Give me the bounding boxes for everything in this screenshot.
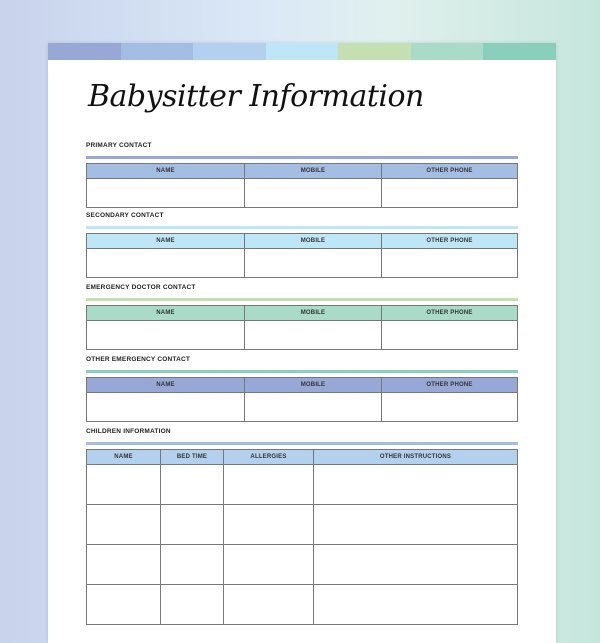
section-rule	[86, 156, 518, 159]
mobile-cell[interactable]	[245, 321, 382, 350]
strip-segment	[411, 43, 484, 60]
strip-segment	[48, 43, 121, 60]
name-cell[interactable]	[87, 249, 245, 278]
name-cell[interactable]	[87, 179, 245, 208]
cell[interactable]	[314, 465, 518, 505]
other-phone-cell[interactable]	[382, 321, 518, 350]
table-row	[87, 321, 518, 350]
table-row	[87, 505, 518, 545]
column-header: MOBILE	[245, 234, 382, 249]
other-phone-cell[interactable]	[382, 179, 518, 208]
cell[interactable]	[161, 585, 224, 625]
mobile-cell[interactable]	[245, 179, 382, 208]
section-rule	[86, 370, 518, 373]
section-label: CHILDREN INFORMATION	[86, 428, 171, 435]
secondary-contact-section	[86, 212, 518, 278]
column-header: OTHER PHONE	[382, 164, 518, 179]
other-phone-cell[interactable]	[382, 249, 518, 278]
contact-table	[86, 377, 518, 422]
column-header: NAME	[87, 164, 245, 179]
cell[interactable]	[87, 585, 161, 625]
strip-segment	[483, 43, 556, 60]
column-header: MOBILE	[245, 306, 382, 321]
cell[interactable]	[161, 465, 224, 505]
table-row	[87, 465, 518, 505]
mobile-cell[interactable]	[245, 249, 382, 278]
strip-segment	[266, 43, 339, 60]
cell[interactable]	[314, 545, 518, 585]
contact-table	[86, 233, 518, 278]
cell[interactable]	[224, 505, 314, 545]
color-strip	[48, 43, 556, 60]
column-header: BED TIME	[161, 450, 224, 465]
section-rule	[86, 442, 518, 445]
table-row	[87, 179, 518, 208]
children-table	[86, 449, 518, 625]
mobile-cell[interactable]	[245, 393, 382, 422]
page-title: Babysitter Information	[88, 79, 424, 114]
section-label: OTHER EMERGENCY CONTACT	[86, 356, 191, 363]
column-header: NAME	[87, 306, 245, 321]
strip-segment	[338, 43, 411, 60]
strip-segment	[121, 43, 194, 60]
table-row	[87, 393, 518, 422]
section-label: PRIMARY CONTACT	[86, 142, 152, 149]
column-header: NAME	[87, 378, 245, 393]
name-cell[interactable]	[87, 393, 245, 422]
cell[interactable]	[314, 505, 518, 545]
cell[interactable]	[87, 505, 161, 545]
column-header: MOBILE	[245, 378, 382, 393]
column-header: OTHER INSTRUCTIONS	[314, 450, 518, 465]
section-label: SECONDARY CONTACT	[86, 212, 164, 219]
column-header: OTHER PHONE	[382, 306, 518, 321]
column-header: MOBILE	[245, 164, 382, 179]
column-header: OTHER PHONE	[382, 378, 518, 393]
column-header: NAME	[87, 450, 161, 465]
column-header: OTHER PHONE	[382, 234, 518, 249]
cell[interactable]	[161, 505, 224, 545]
primary-contact-section	[86, 142, 518, 208]
table-row	[87, 545, 518, 585]
cell[interactable]	[161, 545, 224, 585]
cell[interactable]	[314, 585, 518, 625]
cell[interactable]	[224, 545, 314, 585]
table-row	[87, 585, 518, 625]
column-header: ALLERGIES	[224, 450, 314, 465]
strip-segment	[193, 43, 266, 60]
contact-table	[86, 163, 518, 208]
other-phone-cell[interactable]	[382, 393, 518, 422]
contact-table	[86, 305, 518, 350]
cell[interactable]	[87, 545, 161, 585]
cell[interactable]	[224, 585, 314, 625]
cell[interactable]	[224, 465, 314, 505]
name-cell[interactable]	[87, 321, 245, 350]
section-label: EMERGENCY DOCTOR CONTACT	[86, 284, 196, 291]
printable-page	[48, 43, 556, 643]
children-information-section	[86, 428, 518, 625]
other-emergency-contact-section	[86, 356, 518, 422]
section-rule	[86, 298, 518, 301]
cell[interactable]	[87, 465, 161, 505]
emergency-doctor-contact-section	[86, 284, 518, 350]
section-rule	[86, 226, 518, 229]
column-header: NAME	[87, 234, 245, 249]
table-row	[87, 249, 518, 278]
